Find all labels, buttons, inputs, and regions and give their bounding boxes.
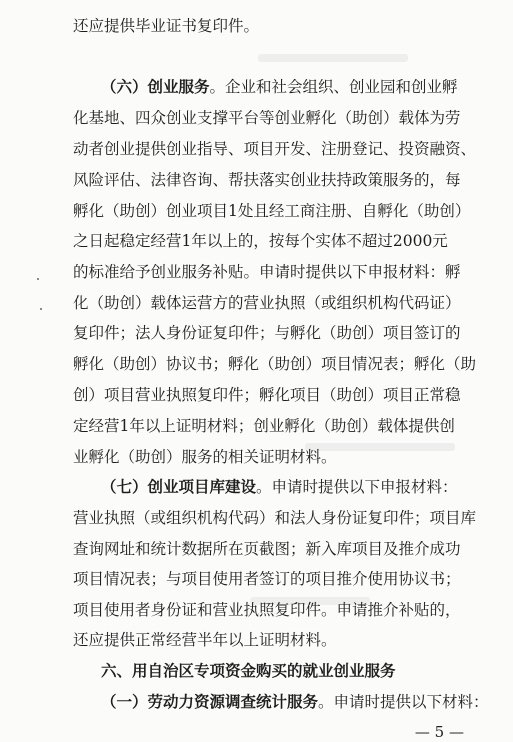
text-line-8: 的标准给予创业服务补贴。申请时提供以下申报材料：孵 — [73, 263, 461, 281]
section-6-heading-line: （六）创业服务。企业和社会组织、创业园和创业孵 — [101, 77, 458, 96]
text-line-13: 定经营1年以上证明材料；创业孵化（助创）载体提供创 — [73, 417, 455, 435]
text-line-16: 营业执照（或组织机构代码）和法人身份证复印件；项目库 — [73, 509, 477, 527]
text-line-11: 孵化（助创）协议书；孵化（助创）项目情况表；孵化（助 — [73, 355, 477, 373]
subsection-1-heading-line: （一）劳动力资源调查统计服务。申请时提供以下材料： — [101, 692, 489, 711]
text-line-4: 动者创业提供创业指导、项目开发、注册登记、投资融资、 — [73, 140, 477, 158]
text-line-1: 还应提供毕业证书复印件。 — [73, 17, 260, 35]
text-line-10: 复印件；法人身份证复印件；与孵化（助创）项目签订的 — [73, 324, 461, 342]
text-line-19: 项目使用者身份证和营业执照复印件。申请推介补贴的， — [73, 601, 461, 619]
text-line-14: 业孵化（助创）服务的相关证明材料。 — [73, 448, 337, 466]
section-heading-six: 六、用自治区专项资金购买的就业创业服务 — [101, 662, 396, 680]
section-7-heading-line: （七）创业项目库建设。申请时提供以下申报材料： — [101, 477, 458, 496]
heading-lead-in: （一）劳动力资源调查统计服务 — [101, 692, 319, 711]
text-line-5: 风险评估、法律咨询、帮扶落实创业扶持政策服务的，每 — [73, 171, 461, 189]
text-line-12: 创）项目营业执照复印件；孵化项目（助创）项目正常稳 — [73, 386, 461, 404]
text-line-3: 化基地、四众创业支撑平台等创业孵化（助创）载体为劳 — [73, 109, 461, 127]
text-line-17: 查询网址和统计数据所在页截图；新入库项目及推介成功 — [73, 540, 461, 558]
page-number: — 5 — — [414, 723, 464, 741]
heading-lead-in: （六）创业服务 — [101, 77, 210, 96]
bleed-through-mark — [258, 54, 408, 62]
text-line-20: 还应提供正常经营半年以上证明材料。 — [73, 631, 337, 649]
heading-lead-in: （七）创业项目库建设 — [101, 477, 257, 496]
text-line-7: 之日起稳定经营1年以上的，按每个实体不超过2000元 — [73, 232, 448, 250]
text-line-6: 孵化（助创）创业项目1处且经工商注册、自孵化（助创） — [73, 202, 471, 220]
text-line-9: 化（助创）载体运营方的营业执照（或组织机构代码证） — [73, 294, 461, 312]
text-line-18: 项目情况表；与项目使用者签订的项目推介使用协议书； — [73, 570, 461, 588]
